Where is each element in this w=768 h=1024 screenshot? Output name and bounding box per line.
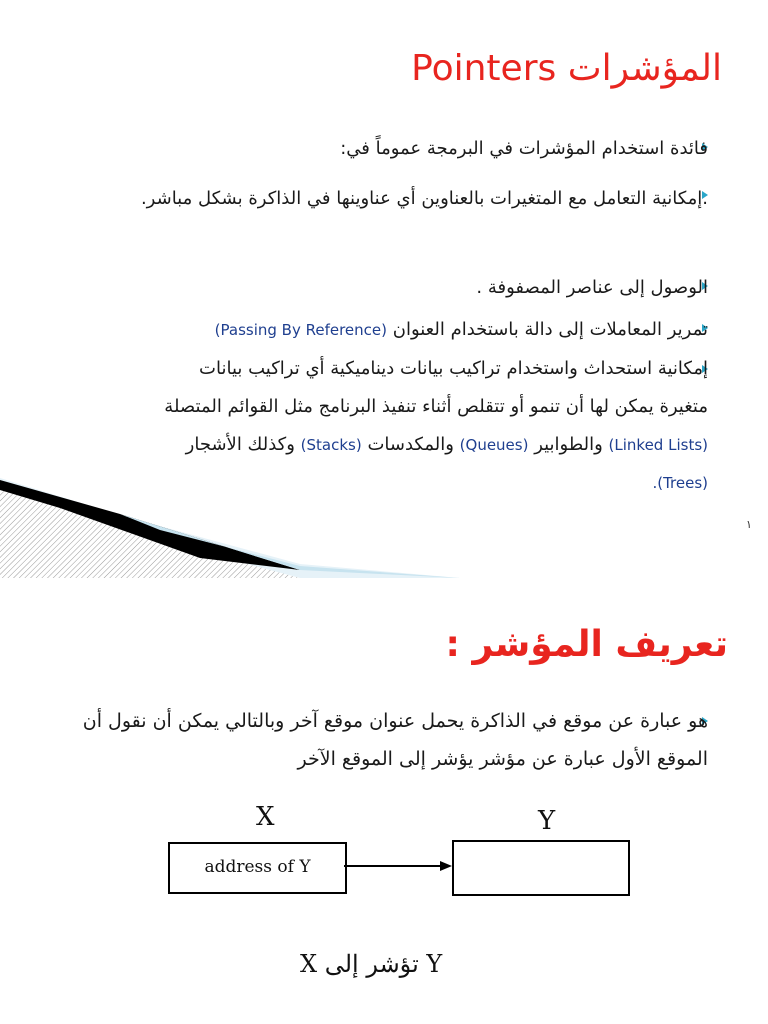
page-number: ١ (746, 518, 752, 531)
y-box (452, 840, 630, 896)
bullet-5: إمكانية استحداث واستخدام تراكيب بيانات ديناميكية أي تراكيب بيانات متغيرة يمكن لها أن تنمو أو تتقلص أثناء تنفيذ البرنامج مثل القوائم المتصلة (Linked Lists) والطوابير (Queues) والمكدسات (Stacks) وكذلك الأشجار .(Trees) (164, 358, 708, 492)
bullet-1: فائدة استخدام المؤشرات في البرمجة عموماً في: (340, 138, 708, 159)
slide-2 (0, 578, 768, 1024)
definition-text: هو عبارة عن موقع في الذاكرة يحمل عنوان موقع آخر وبالتالي يمكن أن نقول أن الموقع الأول عبارة عن مؤشر يؤشر إلى الموقع الآخر (82, 710, 708, 770)
x-label: X (256, 802, 275, 832)
x-box-text: address of Y (204, 857, 311, 877)
slide-2-title: تعريف المؤشر : (445, 624, 728, 665)
y-label: Y (538, 806, 556, 836)
bullet-2: .إمكانية التعامل مع المتغيرات بالعناوين أي عناوينها في الذاكرة بشكل مباشر. (140, 188, 708, 209)
bullet-4: تمرير المعاملات إلى دالة باستخدام العنوان (Passing By Reference) (214, 319, 708, 340)
x-box (168, 842, 347, 894)
pointer-arrow-icon (344, 858, 454, 874)
decorative-swoosh (0, 478, 460, 578)
slide-1-title: المؤشرات Pointers (411, 48, 722, 89)
bullet-3: الوصول إلى عناصر المصفوفة . (476, 277, 708, 298)
diagram-caption: X تؤشر إلى Y (300, 950, 443, 978)
